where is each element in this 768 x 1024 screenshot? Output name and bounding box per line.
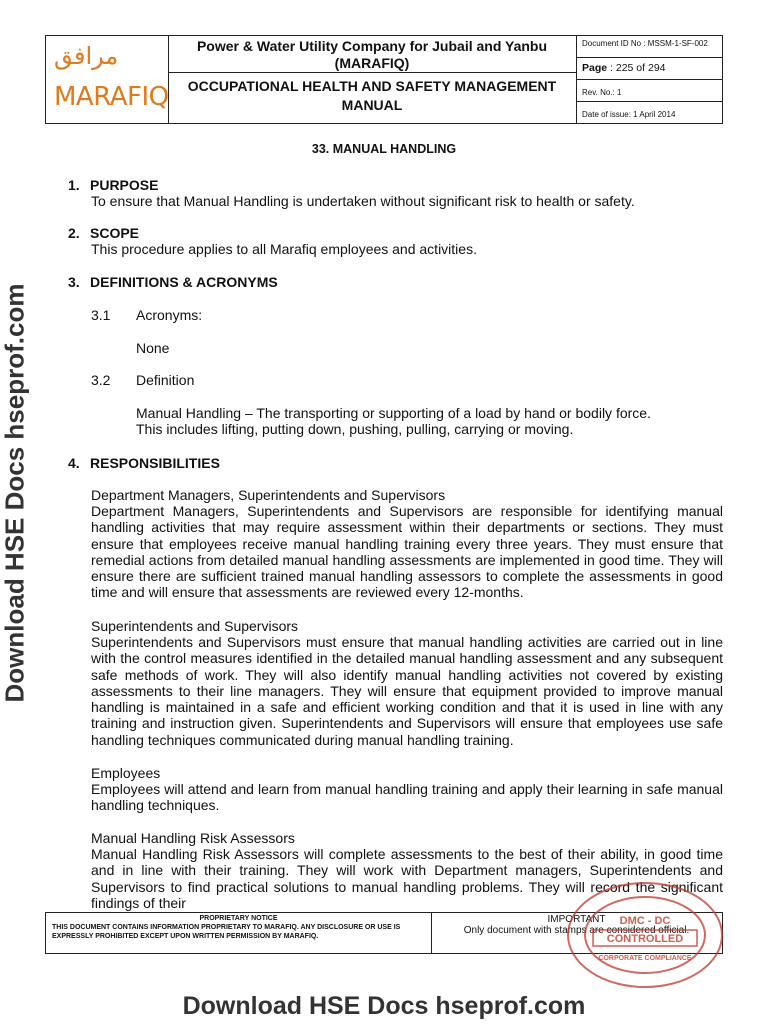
section-definitions-heading: 3. DEFINITIONS & ACRONYMS	[68, 274, 278, 290]
revision-number: Rev. No.: 1	[576, 80, 722, 102]
role-heading: Manual Handling Risk Assessors	[91, 830, 295, 846]
role-text: Department Managers, Superintendents and Supervisors are responsible for identifying manual handling activities that may require assessment within their departments or sections. They must ensure that employees receive manual handling training every three years. They must ensure that remedial actions from detailed manual handling assessments are implemented in good time. They will ensure there are sufficient trained manual handling assessors to complete the assessments in good time and will ensure that assessments are reviewed every 12-months.	[91, 503, 723, 601]
manual-title: OCCUPATIONAL HEALTH AND SAFETY MANAGEMENT MANUAL	[187, 78, 557, 113]
side-watermark: Download HSE Docs hseprof.com	[0, 283, 30, 703]
definition-number: 3.2	[91, 372, 111, 388]
marafiq-logo	[46, 36, 169, 123]
proprietary-notice-text: THIS DOCUMENT CONTAINS INFORMATION PROPRIETARY TO MARAFIQ. ANY DISCLOSURE OR USE IS EXPRESSLY PROHIBITED EXCEPT UPON WRITTEN PERMISSION BY MARAFIQ.	[52, 924, 401, 940]
role-text: Manual Handling Risk Assessors will complete assessments to the best of their ability, in good time and in line with their training. They will work with Department managers, Superintendents and Supervisors to find practical solutions to manual handling problems. They will record the significant findings of their	[91, 846, 723, 911]
section-scope-text: This procedure applies to all Marafiq employees and activities.	[91, 241, 477, 257]
logo-arabic-text: مرافق	[54, 42, 119, 70]
acronyms-label: Acronyms:	[136, 307, 203, 323]
section-purpose-text: To ensure that Manual Handling is undertaken without significant risk to health or safety.	[91, 193, 635, 209]
acronyms-value: None	[136, 340, 170, 356]
role-text: Employees will attend and learn from manual handling training and apply their learning in safe manual handling techniques.	[91, 781, 723, 814]
stamp-line2: CONTROLLED	[606, 933, 684, 945]
stamp-line1: DMC - DC	[619, 915, 671, 927]
section-responsibilities-heading: 4. RESPONSIBILITIES	[68, 455, 220, 471]
bottom-watermark: Download HSE Docs hseprof.com	[182, 992, 586, 1020]
role-heading: Employees	[91, 765, 161, 781]
role-text: Superintendents and Supervisors must ensure that manual handling activities are carried out in line with the control measures identified in the detailed manual handling assessment and any subsequent safe methods of work. They will also identify manual handling activities not covered by existing assessments to their line managers. They will ensure that equipment provided to improve manual handling is maintained in a safe and efficient working condition and that it is used in line with any training and instruction given. Superintendents and Supervisors will ensure that employees use safe handling techniques communicated during manual handling training.	[91, 634, 723, 748]
controlled-stamp-icon	[565, 880, 725, 990]
document-id: Document ID No : MSSM-1-SF-002	[576, 36, 722, 58]
page-title: 33. MANUAL HANDLING	[311, 142, 457, 156]
logo-english-text: MARAFIQ	[54, 82, 169, 112]
definition-text: Manual Handling – The transporting or supporting of a load by hand or bodily force. This includes lifting, putting down, pushing, pulling, carrying or moving.	[136, 405, 651, 438]
acronyms-number: 3.1	[91, 307, 111, 323]
company-name: Power & Water Utility Company for Jubail and Yanbu (MARAFIQ)	[168, 36, 576, 73]
proprietary-notice	[46, 913, 432, 953]
stamp-line3: CORPORATE COMPLIANCE	[598, 955, 692, 962]
definition-label: Definition	[136, 372, 195, 388]
page-value: : 225 of 294	[610, 62, 666, 74]
document-header	[45, 35, 723, 124]
role-heading: Department Managers, Superintendents and Supervisors	[91, 487, 446, 503]
page-number	[576, 58, 722, 80]
important-text: Only document with stamps are considered official.	[463, 925, 690, 936]
issue-date: Date of issue: 1 April 2014	[582, 110, 676, 119]
proprietary-notice-title: PROPRIETARY NOTICE	[199, 915, 278, 922]
important-title: IMPORTANT	[547, 914, 606, 925]
section-scope-heading: 2. SCOPE	[68, 225, 140, 241]
page-label: Page	[582, 62, 608, 74]
section-purpose-heading: 1. PURPOSE	[68, 177, 159, 193]
role-heading: Superintendents and Supervisors	[91, 618, 299, 634]
